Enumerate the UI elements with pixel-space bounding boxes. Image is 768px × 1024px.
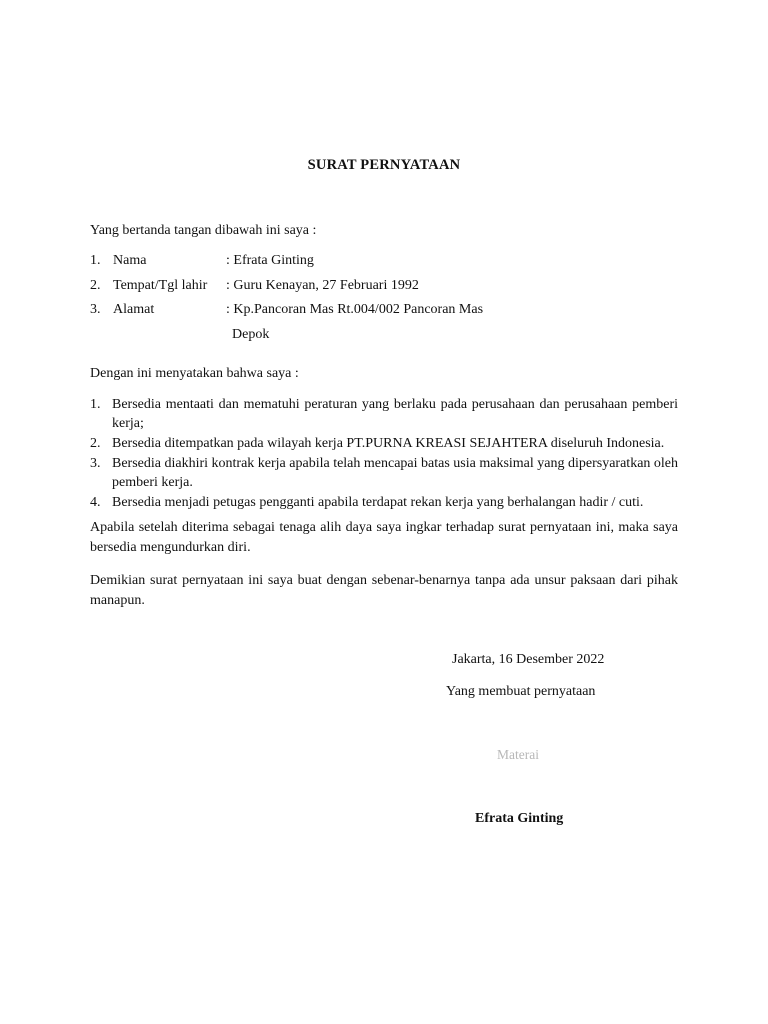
identity-value: : Efrata Ginting: [226, 253, 314, 268]
maker-label: Yang membuat pernyataan: [446, 684, 596, 699]
intro-text: Yang bertanda tangan dibawah ini saya :: [90, 223, 317, 238]
list-item: [90, 434, 678, 453]
list-item-number: 4.: [90, 495, 101, 510]
list-item-text: Bersedia mentaati dan mematuhi peraturan yang berlaku pada perusahaan dan perusahaan pemberi kerja;: [112, 397, 678, 431]
identity-number: 3.: [90, 302, 101, 317]
closing-paragraph: Demikian surat pernyataan ini saya buat dengan sebenar-benarnya tanpa ada unsur paksaan dari pihak manapun.: [90, 573, 678, 608]
list-item-number: 3.: [90, 456, 101, 471]
identity-number: 1.: [90, 253, 101, 268]
list-item-number: 1.: [90, 397, 101, 412]
list-item-text: Bersedia diakhiri kontrak kerja apabila telah mencapai batas usia maksimal yang dipersyaratkan oleh pemberi kerja.: [112, 456, 679, 490]
list-item-text: Bersedia menjadi petugas pengganti apabila terdapat rekan kerja yang berhalangan hadir / cuti.: [112, 495, 644, 510]
statement-list: [90, 395, 678, 513]
stamp-placeholder: Materai: [497, 747, 539, 762]
place-date: Jakarta, 16 Desember 2022: [452, 652, 605, 667]
identity-value: : Guru Kenayan, 27 Februari 1992: [226, 278, 419, 293]
identity-value: : Kp.Pancoran Mas Rt.004/002 Pancoran Mas: [226, 302, 484, 317]
list-item: [90, 493, 678, 512]
document-title: SURAT PERNYATAAN: [307, 157, 461, 173]
list-item-number: 2.: [90, 436, 101, 451]
address-continuation: Depok: [232, 327, 270, 342]
statement-intro: Dengan ini menyatakan bahwa saya :: [90, 366, 299, 381]
refusal-paragraph: Apabila setelah diterima sebagai tenaga alih daya saya ingkar terhadap surat pernyataan ini, maka saya bersedia mengundurkan diri.: [90, 520, 678, 555]
identity-label: Alamat: [113, 302, 155, 317]
identity-number: 2.: [90, 278, 101, 293]
list-item: [90, 454, 678, 492]
signer-name: Efrata Ginting: [475, 811, 564, 826]
list-item-text: Bersedia ditempatkan pada wilayah kerja PT.PURNA KREASI SEJAHTERA diseluruh Indonesia.: [112, 436, 665, 451]
identity-label: Tempat/Tgl lahir: [113, 278, 208, 293]
list-item: [90, 395, 678, 433]
identity-label: Nama: [113, 253, 147, 268]
